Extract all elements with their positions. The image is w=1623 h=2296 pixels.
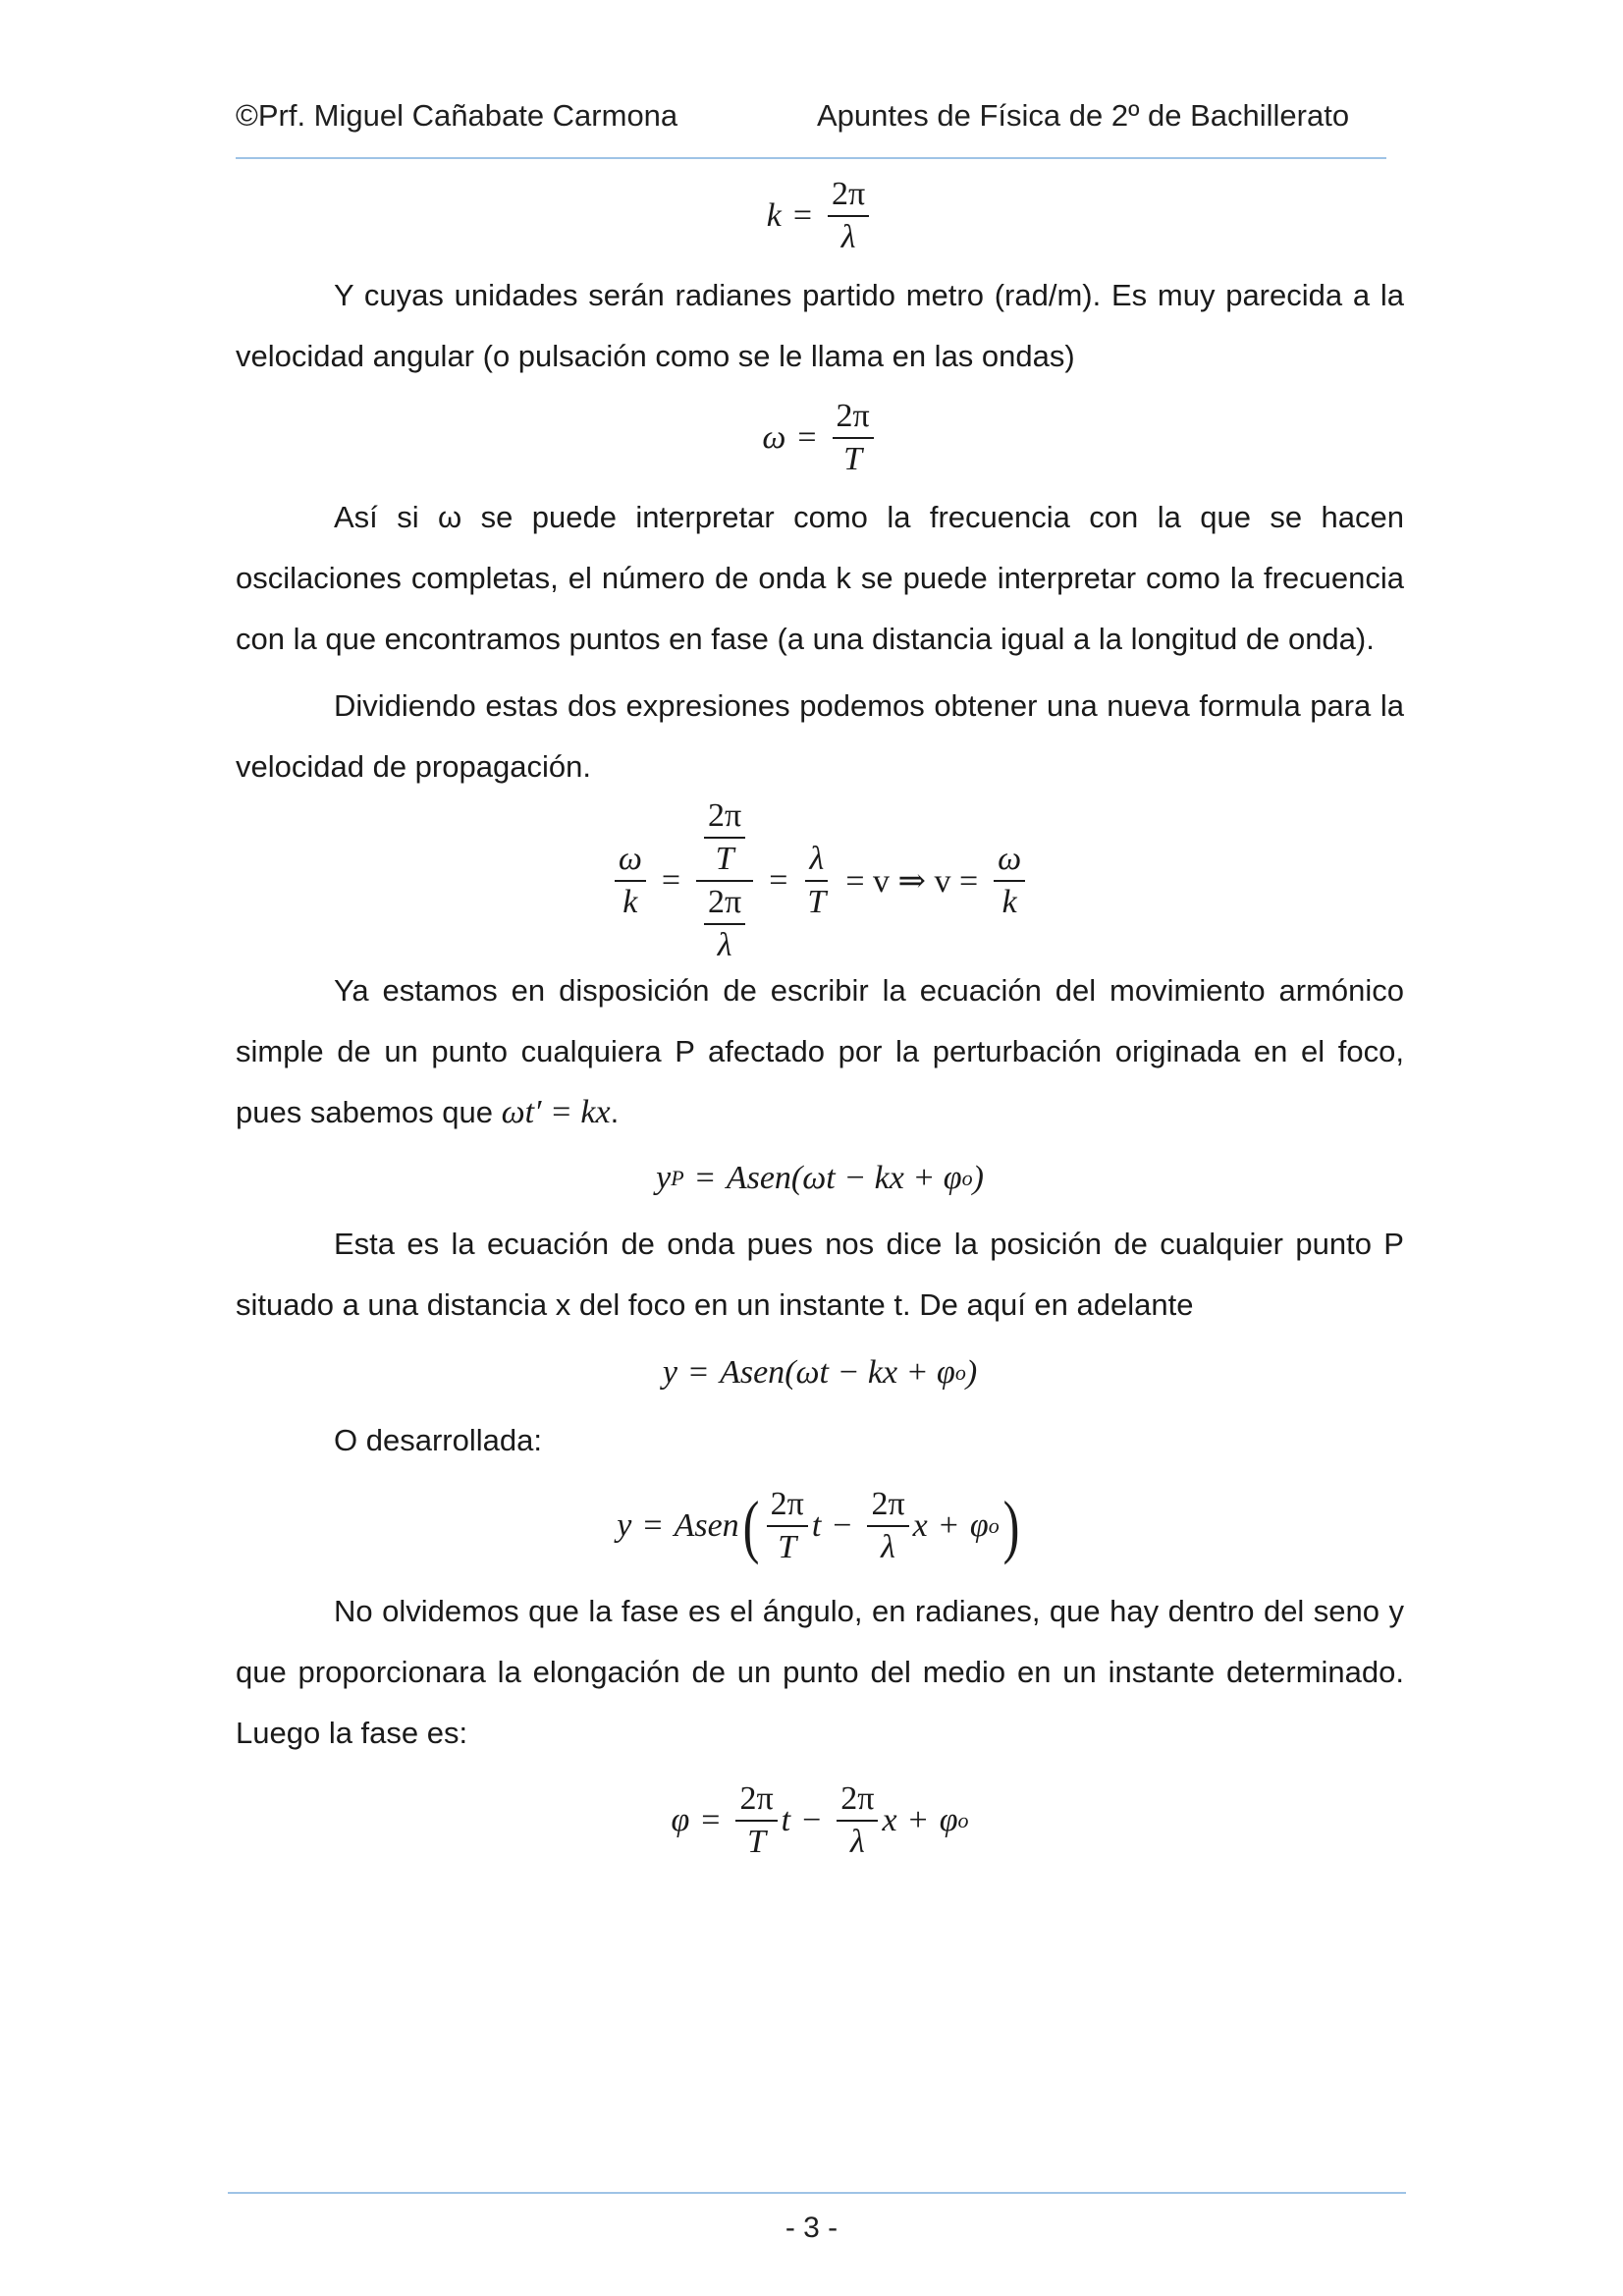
fraction-denominator: k [1001, 884, 1017, 920]
eq-body: (ωt − kx + φ [790, 1160, 962, 1196]
equation-point-wave [236, 1149, 1404, 1208]
fraction-numerator: 2π [704, 882, 745, 925]
header-rule [236, 157, 1386, 159]
eq-asen: Asen [720, 1354, 785, 1391]
fraction-denominator: λ [881, 1529, 895, 1565]
equation-propagation-velocity [236, 797, 1404, 963]
eq-subscript-o: o [961, 1166, 973, 1190]
fraction [803, 839, 830, 923]
eq-equals: = [797, 419, 817, 456]
paragraph-dividing: Dividiendo estas dos expresiones podemos obtener una nueva formula para la velocidad de propagación. [236, 688, 1404, 784]
eq-symbol-omega: ω [762, 419, 786, 456]
header-author: ©Prf. Miguel Cañabate Carmona [236, 98, 678, 133]
fraction-numerator [696, 795, 753, 882]
paragraph-wave-equation: Esta es la ecuación de onda pues nos dice la posición de cualquier punto P situado a una distancia x del foco en un instante t. De aquí en adelante [236, 1227, 1404, 1322]
fraction [837, 1778, 878, 1863]
equation-angular-velocity [236, 395, 1404, 481]
paragraph-units: Y cuyas unidades serán radianes partido metro (rad/m). Es muy parecida a la velocidad angular (o pulsación como se le llama en las ondas) [236, 278, 1404, 373]
fraction-numerator: 2π [828, 174, 869, 217]
header-title: Apuntes de Física de 2º de Bachillerato [817, 98, 1350, 133]
fraction-numerator: ω [994, 839, 1025, 882]
eq-subscript-o: o [954, 1360, 966, 1385]
fraction-denominator: T [715, 841, 734, 877]
inline-math: ωt′ = kx [501, 1094, 611, 1130]
eq-body: (ωt − kx + φ [784, 1354, 955, 1391]
eq-equals: = [792, 197, 813, 234]
fraction-denominator: λ [840, 219, 856, 255]
eq-close: ) [965, 1354, 978, 1391]
eq-subscript-p: P [671, 1166, 684, 1190]
eq-equals: = [695, 1160, 715, 1196]
eq-minus: − [802, 1802, 822, 1838]
eq-left-paren: ( [742, 1487, 760, 1565]
paragraph-phase: No olvidemos que la fase es el ángulo, en radianes, que hay dentro del seno y que proporcionara la elongación de un punto del medio en un instante determinado. Luego la fase es: [236, 1594, 1404, 1750]
fraction-numerator: 2π [867, 1484, 908, 1527]
fraction-numerator: 2π [735, 1778, 777, 1822]
fraction-numerator: 2π [837, 1778, 878, 1822]
eq-phi: φ [939, 1802, 958, 1838]
fraction [828, 174, 869, 258]
eq-symbol-k: k [766, 197, 782, 234]
fraction-numerator: ω [615, 839, 646, 882]
eq-symbol-y: y [662, 1354, 677, 1391]
eq-equals: = [769, 862, 788, 899]
paragraph-expanded: O desarrollada: [334, 1423, 542, 1457]
equation-wave-expanded [236, 1477, 1404, 1575]
fraction-denominator: k [622, 884, 638, 920]
eq-tail: = v ⇒ v = [845, 863, 979, 900]
paragraph-text: Ya estamos en disposición de escribir la ecuación del movimiento armónico simple de un punto cualquiera P afectado por la perturbación originada en el foco, pues sabemos que [236, 973, 1404, 1129]
fraction-numerator: 2π [767, 1484, 808, 1527]
fraction [833, 396, 874, 480]
eq-asen: Asen [726, 1160, 791, 1196]
eq-close: ) [972, 1160, 984, 1196]
paragraph-interpretation: Así si ω se puede interpretar como la frecuencia con la que se hacen oscilaciones completas, el número de onda k se puede interpretar como la frecuencia con la que encontramos puntos en fase (a una distancia igual a la longitud de onda). [236, 500, 1404, 656]
eq-equals: = [643, 1507, 663, 1544]
fraction-denominator: λ [717, 927, 732, 963]
equation-wave-number [236, 173, 1404, 259]
eq-symbol-y: y [656, 1160, 672, 1196]
eq-subscript-o: o [957, 1808, 969, 1832]
eq-plus: + [908, 1802, 928, 1838]
eq-phi: φ [671, 1802, 690, 1838]
fraction-denominator: T [807, 884, 827, 920]
compound-fraction [696, 795, 753, 966]
eq-symbol-y: y [617, 1507, 632, 1544]
fraction [867, 1484, 908, 1568]
eq-equals: = [701, 1802, 721, 1838]
eq-equals: = [661, 862, 681, 899]
equation-wave [236, 1341, 1404, 1404]
fraction-denominator: λ [849, 1824, 865, 1860]
eq-equals: = [688, 1354, 709, 1391]
fraction-denominator: T [843, 441, 863, 477]
equation-phase [236, 1772, 1404, 1870]
fraction [994, 839, 1025, 923]
eq-minus: − [833, 1507, 852, 1544]
fraction-numerator: 2π [833, 396, 874, 439]
page-number: - 3 - [784, 2212, 839, 2244]
fraction [704, 795, 745, 880]
paragraph-end: . [610, 1095, 620, 1129]
eq-right-paren: ) [1002, 1487, 1020, 1565]
fraction [767, 1484, 808, 1568]
eq-x: x [912, 1507, 928, 1544]
page-body [236, 163, 1404, 1870]
page-header [236, 98, 1384, 139]
fraction [704, 882, 745, 966]
eq-plus: + [939, 1507, 958, 1544]
eq-subscript-o: o [988, 1513, 1000, 1538]
eq-phi: φ [969, 1507, 989, 1544]
fraction-denominator [696, 882, 753, 966]
fraction-numerator: 2π [704, 795, 745, 839]
eq-x: x [882, 1802, 897, 1838]
fraction-denominator: T [778, 1529, 797, 1565]
paragraph-ready [236, 960, 1404, 1143]
fraction [735, 1778, 777, 1863]
fraction [615, 839, 646, 923]
eq-asen: Asen [674, 1507, 739, 1544]
eq-t: t [781, 1802, 791, 1838]
fraction-numerator: λ [805, 839, 828, 882]
eq-t: t [811, 1507, 822, 1544]
footer-rule [228, 2192, 1406, 2194]
fraction-denominator: T [747, 1824, 766, 1860]
